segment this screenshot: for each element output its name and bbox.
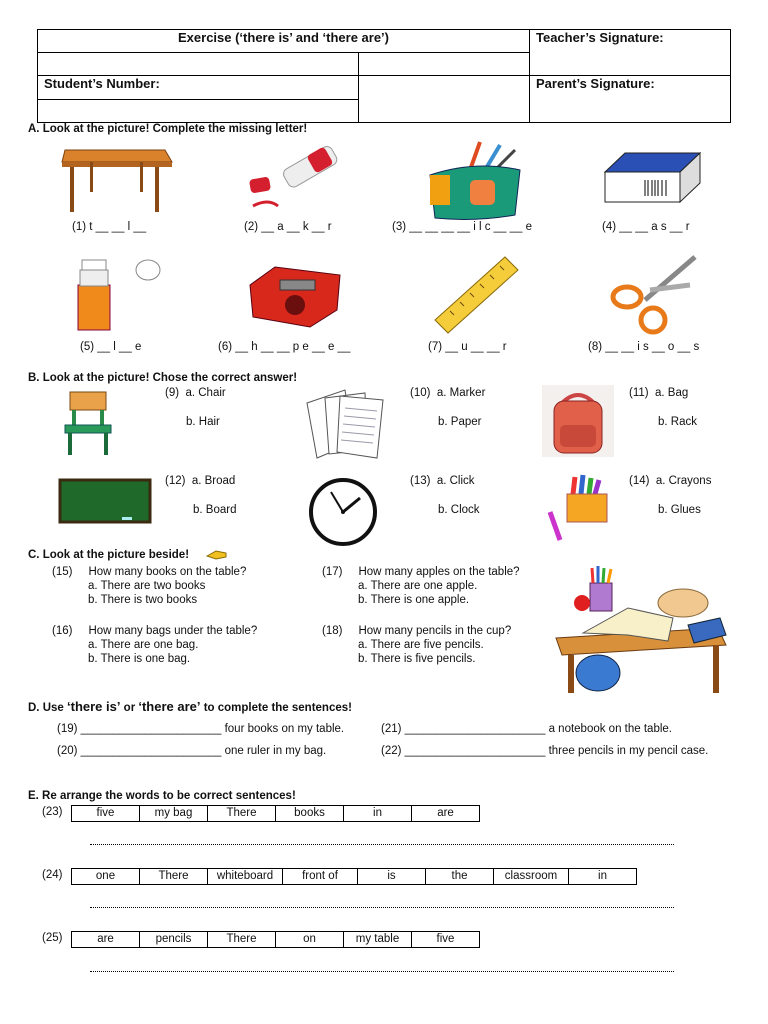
clock-image (305, 478, 383, 546)
q12-a: (12) a. Broad (165, 475, 236, 487)
q18: (18) How many pencils in the cup? a. There are five pencils. b. There is five pencils. (322, 625, 512, 665)
crayons-image (545, 472, 617, 542)
word-box: my table (343, 931, 412, 948)
word-box: my bag (139, 805, 208, 822)
q15: (15) How many books on the table? a. There are two books b. There is two books (52, 566, 247, 606)
class-field[interactable] (359, 53, 530, 76)
q24-answer-line[interactable] (90, 906, 674, 908)
word-box: on (275, 931, 344, 948)
q17: (17) How many apples on the table? a. There are one apple. b. There is one apple. (322, 566, 520, 606)
ruler-image (430, 255, 520, 335)
word-box: in (568, 868, 637, 885)
section-c-title: C. Look at the picture beside! (28, 549, 190, 561)
q20: (20) ______________________ one ruler in my bag. (57, 745, 327, 757)
worksheet-title: Exercise (‘there is’ and ‘there are’) (38, 30, 530, 53)
q25-word-row (72, 931, 480, 948)
q9-b: b. Hair (186, 416, 220, 428)
q14-b: b. Glues (658, 504, 701, 516)
desk-scene-image (548, 563, 733, 698)
name-field[interactable] (38, 53, 359, 76)
blank-cell (359, 76, 530, 123)
section-b-title: B. Look at the picture! Chose the correct answer! (28, 372, 298, 384)
q25-num: (25) (42, 932, 63, 944)
word-box: books (275, 805, 344, 822)
q13-b: b. Clock (438, 504, 480, 516)
sharpener-image (245, 265, 345, 330)
word-box: is (357, 868, 426, 885)
paper-image (305, 388, 385, 460)
word-box: whiteboard (207, 868, 283, 885)
glue-stick-image (70, 255, 165, 335)
word-box: There (139, 868, 208, 885)
word-box: in (343, 805, 412, 822)
word-box: are (411, 805, 480, 822)
table-image (60, 140, 175, 215)
marker-image (248, 148, 343, 210)
q11-a: (11) a. Bag (629, 387, 689, 399)
item-2: (2) __ a __ k __ r (244, 221, 332, 233)
header-table (37, 29, 731, 123)
section-a-title: A. Look at the picture! Complete the missing letter! (28, 123, 308, 135)
q22: (22) ______________________ three pencils in my pencil case. (381, 745, 709, 757)
q10-b: b. Paper (438, 416, 482, 428)
section-d-title: D. Use ‘there is’ or ‘there are’ to complete the sentences! (28, 699, 352, 714)
parent-signature-label: Parent’s Signature: (530, 76, 731, 123)
item-6: (6) __ h __ __ p e __ e __ (218, 341, 351, 353)
q24-num: (24) (42, 869, 63, 881)
q25-answer-line[interactable] (90, 970, 674, 972)
student-number-field[interactable] (38, 100, 359, 123)
q23-num: (23) (42, 806, 63, 818)
blackboard-image (60, 480, 150, 522)
eraser-image (600, 150, 705, 210)
word-box: pencils (139, 931, 208, 948)
pencil-case-image (425, 140, 525, 220)
word-box: classroom (493, 868, 569, 885)
q9-a: (9) a. Chair (165, 387, 226, 399)
q21: (21) ______________________ a notebook on the table. (381, 723, 672, 735)
section-e-title: E. Re arrange the words to be correct sentences! (28, 790, 296, 802)
q13-a: (13) a. Click (410, 475, 475, 487)
item-4: (4) __ __ a s __ r (602, 221, 690, 233)
item-7: (7) __ u __ __ r (428, 341, 507, 353)
q12-b: b. Board (193, 504, 237, 516)
bag-image (542, 385, 614, 457)
word-box: There (207, 931, 276, 948)
word-box: one (71, 868, 140, 885)
word-box: front of (282, 868, 358, 885)
item-5: (5) __ l __ e (80, 341, 142, 353)
q24-word-row (72, 868, 637, 885)
chair-image (62, 390, 114, 458)
item-8: (8) __ __ i s __ o __ s (588, 341, 700, 353)
word-box: five (411, 931, 480, 948)
q11-b: b. Rack (658, 416, 697, 428)
word-box: There (207, 805, 276, 822)
q23-word-row (72, 805, 480, 822)
pointing-hand-icon (206, 548, 228, 562)
q19: (19) ______________________ four books on my table. (57, 723, 345, 735)
q16: (16) How many bags under the table? a. There are one bag. b. There is one bag. (52, 625, 258, 665)
q14-a: (14) a. Crayons (629, 475, 712, 487)
q23-answer-line[interactable] (90, 843, 674, 845)
scissors-image (605, 255, 700, 335)
teacher-signature-label: Teacher’s Signature: (530, 30, 731, 76)
student-number-label: Student’s Number: (38, 76, 359, 100)
item-1: (1) t __ __ l __ (72, 221, 147, 233)
item-3: (3) __ __ __ __ i l c __ __ e (392, 221, 533, 233)
word-box: are (71, 931, 140, 948)
q10-a: (10) a. Marker (410, 387, 486, 399)
word-box: the (425, 868, 494, 885)
word-box: five (71, 805, 140, 822)
